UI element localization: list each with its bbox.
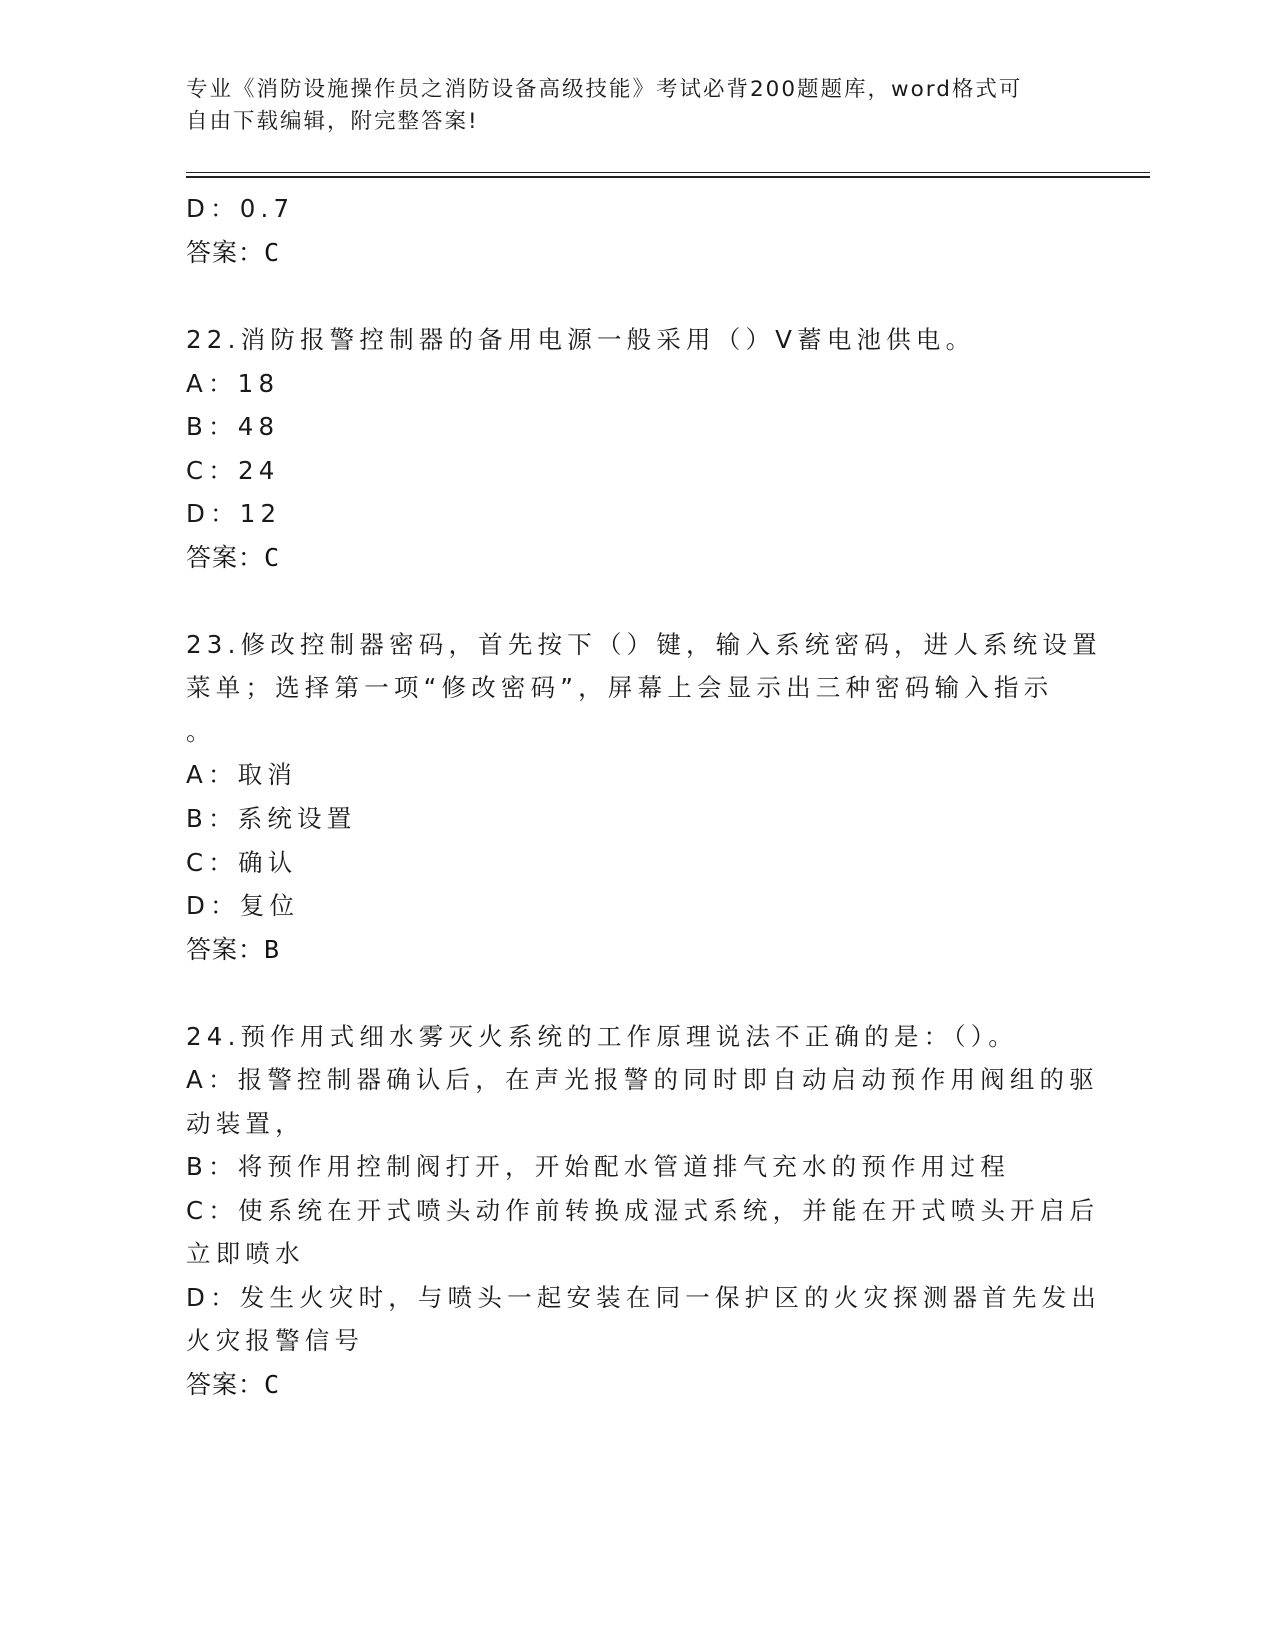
q24-option-c-line-1: C：使系统在开式喷头动作前转换成湿式系统，并能在开式喷头开启后 — [186, 1196, 1100, 1225]
q24-option-d-line-1: D：发生火灾时，与喷头一起安装在同一保护区的火灾探测器首先发出 — [186, 1283, 1102, 1312]
answer-value: C — [264, 1370, 280, 1399]
q21-option-d: D：0.7 — [186, 194, 295, 223]
q22-option-b: B：48 — [186, 412, 280, 441]
q24-option-a-line-2: 动装置， — [186, 1109, 305, 1138]
answer-label: 答案： — [186, 1370, 265, 1399]
q22-option-d: D：12 — [186, 499, 282, 528]
q22-option-c: C：24 — [186, 456, 280, 485]
q23-stem-line-3: 。 — [186, 717, 216, 746]
q24-answer — [186, 1370, 279, 1400]
q23-option-a: A：取消 — [186, 760, 298, 789]
q23-option-d: D：复位 — [186, 891, 300, 920]
answer-value: C — [264, 543, 280, 572]
answer-value: B — [264, 935, 280, 964]
q24-option-c-line-2: 立即喷水 — [186, 1239, 305, 1268]
answer-label: 答案： — [186, 543, 265, 572]
answer-label: 答案： — [186, 238, 265, 267]
q24-stem: 24.预作用式细水雾灭火系统的工作原理说法不正确的是：（）。 — [186, 1022, 1018, 1051]
q24-option-a-line-1: A：报警控制器确认后，在声光报警的同时即自动启动预作用阀组的驱 — [186, 1065, 1099, 1094]
header-line-2: 自由下载编辑，附完整答案! — [186, 109, 479, 134]
header-divider-thick — [186, 176, 1150, 178]
q24-option-b: B：将预作用控制阀打开，开始配水管道排气充水的预作用过程 — [186, 1152, 1010, 1181]
q23-answer — [186, 935, 279, 965]
answer-value: C — [264, 238, 280, 267]
q23-stem-line-2: 菜单；选择第一项“修改密码”，屏幕上会显示出三种密码输入指示 — [186, 673, 1054, 702]
q22-stem: 22.消防报警控制器的备用电源一般采用（）V蓄电池供电。 — [186, 325, 976, 354]
q24-option-d-line-2: 火灾报警信号 — [186, 1326, 365, 1355]
q23-option-b: B：系统设置 — [186, 804, 357, 833]
header-divider-thin — [186, 172, 1150, 173]
q23-option-c: C：确认 — [186, 848, 298, 877]
q21-answer — [186, 238, 279, 268]
header-line-1: 专业《消防设施操作员之消防设备高级技能》考试必背200题题库，word格式可 — [186, 77, 1023, 102]
document-header — [186, 74, 1066, 138]
q22-option-a: A：18 — [186, 369, 280, 398]
answer-label: 答案： — [186, 935, 265, 964]
q22-answer — [186, 543, 279, 573]
q23-stem-line-1: 23.修改控制器密码，首先按下（）键，输入系统密码，进人系统设置 — [186, 630, 1102, 659]
